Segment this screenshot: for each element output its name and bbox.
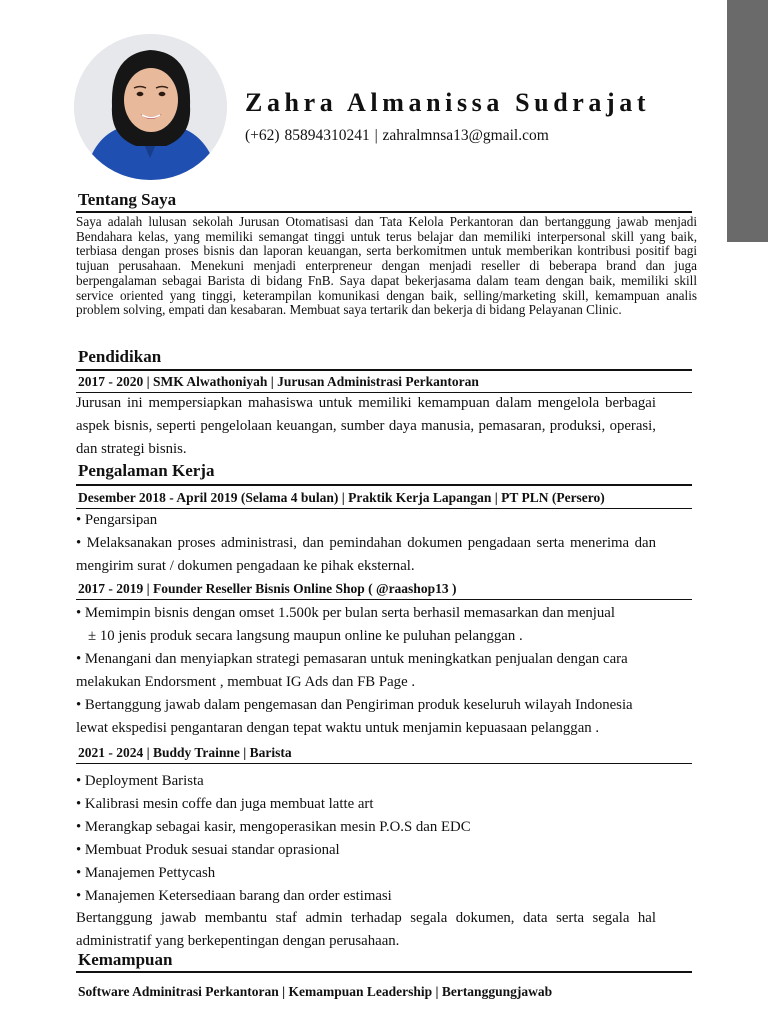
subsection-divider [76, 508, 692, 509]
job-bullet: • Menangani dan menyiapkan strategi pemasaran untuk meningkatkan penjualan dengan cara [76, 651, 628, 667]
about-text: Saya adalah lulusan sekolah Jurusan Otomatisasi dan Tata Kelola Perkantoran dan bertanggung jawab menjadi Bendahara kelas, yang memiliki semangat tinggi untuk terus belajar dan memiliki interpersonal skill yang baik, terbiasa dengan proses bisnis dan laporan keuangan, serta berkomitmen untuk memberikan kontribusi positif bagi tujuan perusahaan. Menekuni menjadi enterpreneur dengan menjadi reseller di beberapa brand dan juga berpengalaman sebagai Barista di bidang FnB. Saya dapat bekerjasama dalam team dengan baik, memiliki skill service oriented yang tinggi, keterampilan komunikasi dengan baik, selling/marketing skill, kemampuan analis problem solving, empati dan kesabaran. Membuat saya tertarik dan bekerja di bidang Pelayanan Clinic. [76, 214, 697, 318]
job-bullet-continuation: ± 10 jenis produk secara langsung maupun online ke puluhan pelanggan . [88, 628, 523, 644]
list-item: • Manajemen Ketersediaan barang dan order estimasi [76, 888, 392, 904]
subsection-divider [76, 599, 692, 600]
job-bullet: • Melaksanakan proses administrasi, dan pemindahan dokumen pengadaan serta menerima dan mengirim surat / dokumen pengadaan ke pihak eksternal. [76, 535, 656, 574]
education-heading: 2017 - 2020 | SMK Alwathoniyah | Jurusan Administrasi Perkantoran [78, 374, 479, 389]
list-item: • Manajemen Pettycash [76, 865, 216, 881]
barista-description: Bertanggung jawab membantu staf admin terhadap segala dokumen, data serta segala hal administratif yang berkepentingan dengan perusahaan. [76, 910, 656, 949]
profile-photo-illustration [74, 34, 227, 180]
list-item: • Kalibrasi mesin coffe dan juga membuat latte art [76, 796, 374, 812]
list-item: • Deployment Barista [76, 773, 204, 789]
job-bullet: • Memimpin bisnis dengan omset 1.500k per bulan serta berhasil memasarkan dan menjual [76, 605, 615, 621]
side-accent-bar [727, 0, 768, 242]
section-title-about: Tentang Saya [78, 190, 177, 209]
section-divider [76, 484, 692, 486]
section-title-education: Pendidikan [78, 347, 162, 366]
barista-duties-list [76, 770, 471, 908]
contact-info: (+62) 85894310241 | zahralmnsa13@gmail.com [245, 127, 549, 144]
education-description: Jurusan ini mempersiapkan mahasiswa untuk memiliki kemampuan dalam mengelola berbagai aspek bisnis, seperti pengelolaan keuangan, sumber daya manusia, pemasaran, produksi, operasi, dan strategi bisnis. [76, 395, 656, 457]
list-item: • Membuat Produk sesuai standar oprasional [76, 842, 340, 858]
job-bullet: • Pengarsipan [76, 512, 158, 528]
section-title-experience: Pengalaman Kerja [78, 461, 215, 480]
job-heading-pln: Desember 2018 - April 2019 (Selama 4 bulan) | Praktik Kerja Lapangan | PT PLN (Persero) [78, 490, 605, 505]
job-bullet-continuation: melakukan Endorsment , membuat IG Ads dan FB Page . [76, 674, 416, 690]
subsection-divider [76, 763, 692, 764]
section-divider [76, 369, 692, 371]
job-bullet: • Bertanggung jawab dalam pengemasan dan Pengiriman produk keseluruh wilayah Indonesia [76, 697, 633, 713]
profile-photo [74, 34, 227, 180]
job-bullet-continuation: lewat ekspedisi pengantaran dengan tepat waktu untuk menjamin kepuasaan pelanggan . [76, 720, 600, 736]
candidate-name: Zahra Almanissa Sudrajat [245, 88, 651, 117]
list-item: • Merangkap sebagai kasir, mengoperasikan mesin P.O.S dan EDC [76, 819, 471, 835]
job-heading-barista: 2021 - 2024 | Buddy Trainne | Barista [78, 745, 292, 760]
skills-text: Software Adminitrasi Perkantoran | Kemampuan Leadership | Bertanggungjawab [78, 984, 553, 999]
job-heading-onlineshop: 2017 - 2019 | Founder Reseller Bisnis Online Shop ( @raashop13 ) [78, 581, 457, 596]
section-divider [76, 211, 692, 213]
section-title-skills: Kemampuan [78, 950, 173, 969]
section-divider [76, 971, 692, 973]
